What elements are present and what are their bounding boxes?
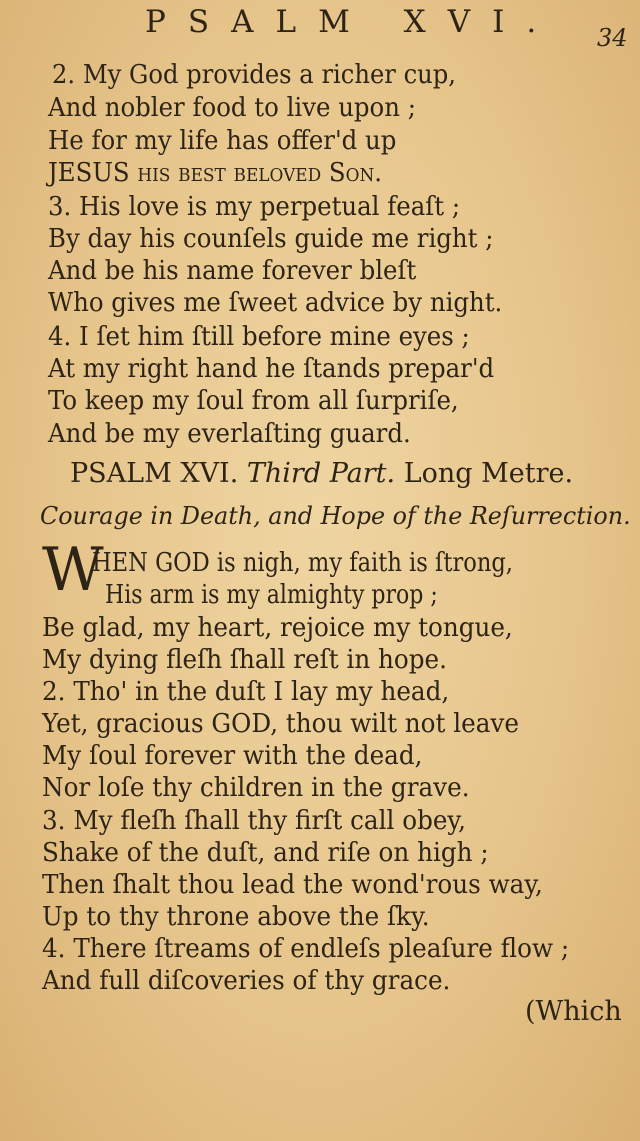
verse-line: He for my life has offer'd up xyxy=(48,126,397,156)
verse-line: Be glad, my heart, rejoice my tongue, xyxy=(42,613,513,643)
verse-line: And full diſcoveries of thy grace. xyxy=(42,966,451,996)
verse-line: Nor loſe thy children in the grave. xyxy=(42,773,470,803)
verse-line: 4. I ſet him ſtill before mine eyes ; xyxy=(48,322,470,352)
psalm-heading xyxy=(70,458,573,489)
verse-line: Up to thy throne above the ſky. xyxy=(42,902,430,932)
verse-line: 3. My fleſh ſhall thy firſt call obey, xyxy=(42,806,466,836)
part-label: Third Part. xyxy=(246,458,396,489)
verse-line: 3. His love is my perpetual feaſt ; xyxy=(48,192,461,222)
verse-line: Yet, gracious GOD, thou wilt not leave xyxy=(42,709,519,739)
page-header xyxy=(0,4,640,52)
verse-line: And be my everlaſting guard. xyxy=(48,419,411,449)
verse-line: To keep my ſoul from all ſurpriſe, xyxy=(48,386,459,416)
verse-line: 4. There ſtreams of endleſs pleaſure flow ; xyxy=(42,934,570,964)
running-title: PSALM XVI. xyxy=(145,4,559,40)
verse-line: 2. My God provides a richer cup, xyxy=(52,60,456,90)
verse-line: My dying fleſh ſhall reſt in hope. xyxy=(42,645,447,675)
verse-line: HEN GOD is nigh, my faith is ſtrong, xyxy=(92,548,513,578)
verse-line: 2. Tho' in the duſt I lay my head, xyxy=(42,677,450,707)
verse-line: And be his name forever bleſt xyxy=(48,256,417,286)
catchword: (Which xyxy=(525,996,622,1027)
verse-line: JESUS his beſt beloved Son. xyxy=(48,158,383,188)
verse-line: At my right hand he ſtands prepar'd xyxy=(48,354,495,384)
drop-cap: W xyxy=(42,535,104,605)
metre-label: Long Metre. xyxy=(403,458,574,489)
hymn-subtitle: Courage in Death, and Hope of the Reſurrection. xyxy=(40,502,631,530)
verse-line: Who gives me ſweet advice by night. xyxy=(48,288,503,318)
verse-line: His arm is my almighty prop ; xyxy=(105,580,438,610)
verse-line: My ſoul forever with the dead, xyxy=(42,741,423,771)
page-number: 34 xyxy=(597,24,628,52)
verse-line: Then ſhalt thou lead the wond'rous way, xyxy=(42,870,543,900)
verse-line: By day his counſels guide me right ; xyxy=(48,224,494,254)
verse-line: Shake of the duſt, and riſe on high ; xyxy=(42,838,489,868)
psalm-title: PSALM XVI. xyxy=(70,458,239,489)
verse-line: And nobler food to live upon ; xyxy=(48,93,416,123)
